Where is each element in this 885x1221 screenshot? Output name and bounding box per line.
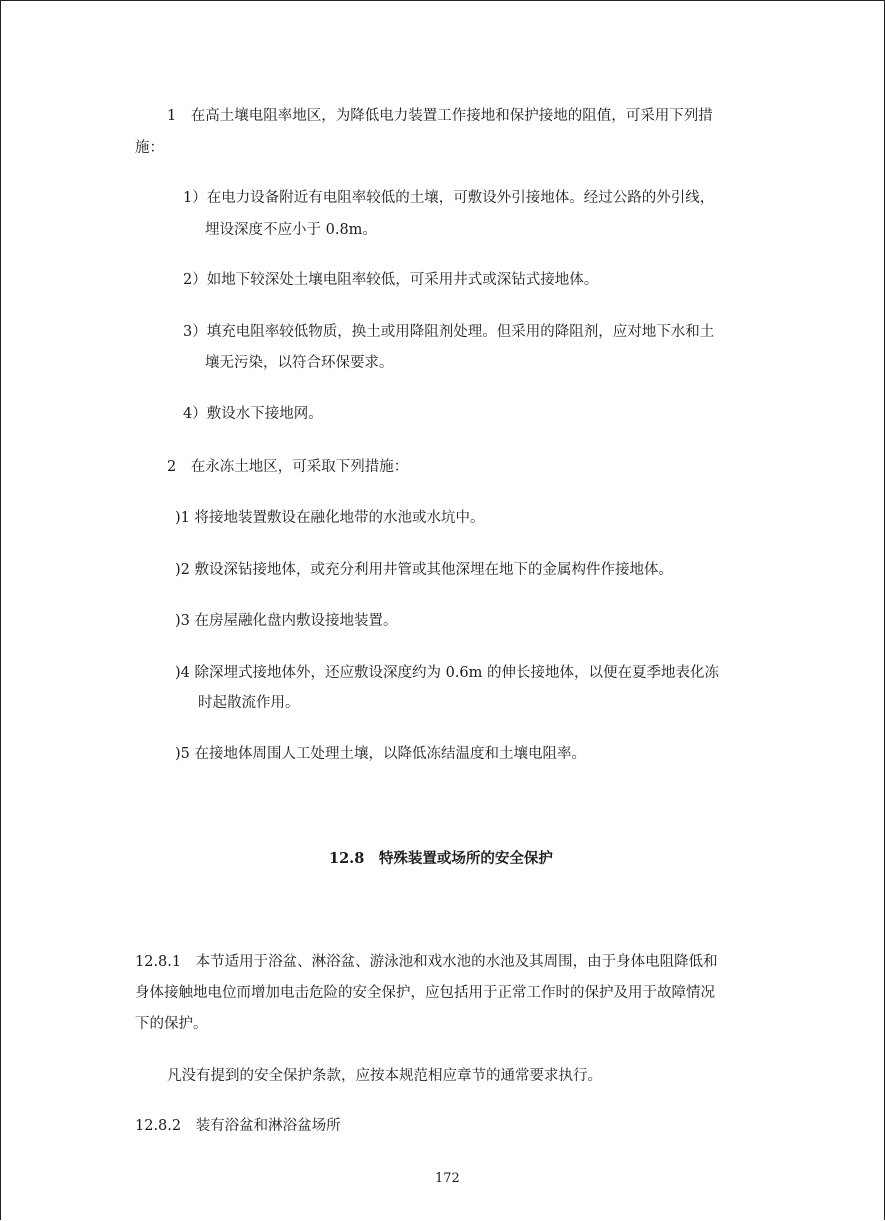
permafrost-item-2: )2 敷设深钻接地体，或充分利用井管或其他深埋在地下的金属构件作接地体。 — [175, 562, 673, 578]
permafrost-item-1: )1 将接地装置敷设在融化地带的水池或水坑中。 — [175, 510, 485, 526]
list-item-1-line-2: 埋设深度不应小于 0.8m。 — [205, 222, 377, 238]
paragraph-1-line-1: 1 在高土壤电阻率地区，为降低电力装置工作接地和保护接地的阻值，可采用下列措 — [167, 108, 713, 124]
permafrost-item-4-line-2: 时起散流作用。 — [198, 695, 300, 711]
permafrost-item-3: )3 在房屋融化盘内敷设接地装置。 — [175, 613, 398, 629]
list-item-4: 4）敷设水下接地网。 — [183, 406, 323, 422]
list-item-1-line-1: 1）在电力设备附近有电阻率较低的土壤，可敷设外引接地体。经过公路的外引线， — [183, 190, 715, 206]
page-number: 172 — [435, 1171, 460, 1186]
paragraph-2: 2 在永冻土地区，可采取下列措施： — [167, 459, 409, 475]
paragraph-1-line-2: 施： — [135, 140, 164, 156]
general-requirement-paragraph: 凡没有提到的安全保护条款，应按本规范相应章节的通常要求执行。 — [167, 1068, 602, 1084]
clause-12-8-1-line-1: 12.8.1 本节适用于浴盆、淋浴盆、游泳池和戏水池的水池及其周围，由于身体电阻降低和 — [135, 954, 718, 970]
list-item-3-line-1: 3）填充电阻率较低物质，换土或用降阻剂处理。但采用的降阻剂，应对地下水和土 — [183, 324, 715, 340]
list-item-2: 2）如地下较深处土壤电阻率较低，可采用井式或深钻式接地体。 — [183, 272, 599, 288]
permafrost-item-4-line-1: )4 除深埋式接地体外，还应敷设深度约为 0.6m 的伸长接地体，以便在夏季地表化冻 — [175, 665, 720, 681]
clause-12-8-1-line-2: 身体接触地电位而增加电击危险的安全保护，应包括用于正常工作时的保护及用于故障情况 — [135, 985, 715, 1001]
permafrost-item-5: )5 在接地体周围人工处理土壤，以降低冻结温度和土壤电阻率。 — [175, 746, 586, 762]
section-heading: 12.8 特殊装置或场所的安全保护 — [329, 850, 553, 867]
clause-12-8-1-line-3: 下的保护。 — [135, 1016, 208, 1032]
clause-12-8-2-heading: 12.8.2 装有浴盆和淋浴盆场所 — [135, 1118, 341, 1134]
list-item-3-line-2: 壤无污染，以符合环保要求。 — [205, 355, 394, 371]
